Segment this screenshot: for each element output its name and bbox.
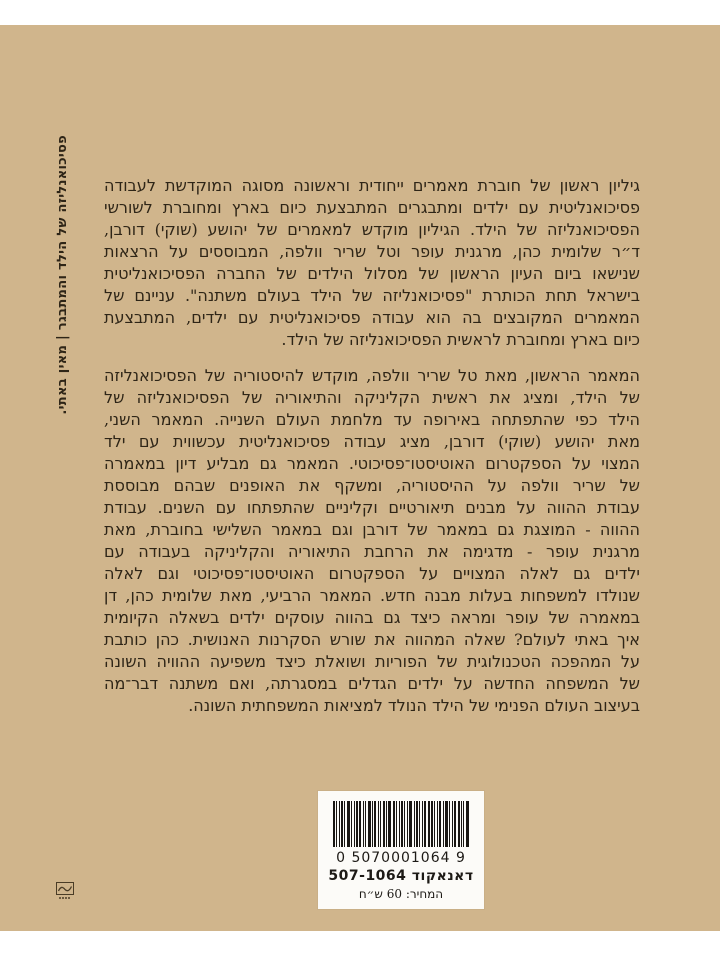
text-line: על המהפכה הטכנולוגית של הפוריות ושואלת כיצד משפיעה ההוויה השונה — [104, 652, 640, 671]
text-line: של שריר וולפה על ההיסטוריה, ומשקף את האופנים שבהם מבוססת — [104, 476, 640, 495]
text-line: שנישאו ביום העיון הראשון של מסלול הילדים של החברה הפסיכואנליטית — [104, 264, 640, 283]
barcode-bar — [363, 801, 364, 847]
paragraph-articles-summary — [104, 365, 640, 717]
barcode-bar — [354, 801, 355, 847]
barcode-bar — [396, 801, 397, 847]
text-line: מרגנית עופר - מדגימה את הרחבת התיאוריה והקליניקה בעבודה עם — [104, 542, 640, 561]
barcode-bar — [443, 801, 444, 847]
barcode-bar — [407, 801, 408, 847]
text-line: ד״ר שלומית כהן, מרגנית עופר וטל שריר וולפה, המבוססים על הרצאות — [104, 242, 640, 261]
barcode-bar — [466, 801, 469, 847]
spine-title: פסיכואנליזה של הילד והמתבגר | מאין באתי. — [55, 135, 70, 415]
text-line: שנולדו למשפחות בעלות מבנה חדש. המאמר הרביעי, מאת שלומית כהן, דן — [104, 586, 640, 605]
barcode-bar — [333, 801, 335, 847]
text-line: בעיצוב העולם הפנימי של הילד הנולד למציאות המשפחתית השונה. — [188, 696, 640, 715]
barcode-bar — [336, 801, 337, 847]
barcode-bar — [386, 801, 387, 847]
barcode-bar — [341, 801, 343, 847]
barcode-bar — [434, 801, 435, 847]
text-line: הילד כפי שהתפתחה באירופה עד מלחמת העולם השנייה. המאמר השני, — [104, 410, 640, 429]
barcode-bar — [399, 801, 400, 847]
barcode-number: 0 5070001064 9 — [336, 850, 466, 866]
barcode-bar — [439, 801, 441, 847]
text-line: ילדים גם לאלה המצויים על הספקטרום האוטיסטו־פסיכוטי וגם לאלה — [104, 564, 640, 583]
price-line: המחיר: 60 ש״ח — [358, 887, 444, 901]
barcode-bar — [380, 801, 381, 847]
barcode-bar — [445, 801, 448, 847]
barcode-bar — [424, 801, 426, 847]
text-line: הפסיכואנליזה של הילד. הגיליון מוקדש למאמרים של יהושע (שוקי) דורבן, — [104, 220, 640, 239]
text-line: של המשפחה החדשה על ילדים הגדלים במסגרתה, ואם משתנה דבר־מה — [104, 674, 640, 693]
book-back-cover — [0, 25, 720, 931]
barcode-bar — [431, 801, 433, 847]
barcode-bar — [401, 801, 403, 847]
barcode-bar — [452, 801, 453, 847]
barcode-bar — [368, 801, 371, 847]
barcode-bar — [422, 801, 423, 847]
barcode-bar — [359, 801, 361, 847]
barcode-bar — [463, 801, 464, 847]
barcode-bar — [437, 801, 438, 847]
barcode-bar — [416, 801, 418, 847]
text-line: המאמר הראשון, מאת טל שריר וולפה, מוקדש להיסטוריה של הפסיכואנליזה — [104, 366, 640, 385]
barcode-bar — [419, 801, 420, 847]
paragraph-issue-intro — [104, 175, 640, 351]
barcode-bar — [409, 801, 412, 847]
text-line: עבודת ההווה על מבנים תיאורטיים וקליניים שהתפתחו עם השנים. עבודת — [104, 498, 640, 517]
barcode-bar — [414, 801, 415, 847]
barcode-bar — [365, 801, 366, 847]
barcode-bar — [454, 801, 456, 847]
danacode-line: דאנאקוד 507-1064 — [328, 868, 474, 884]
text-line: המאמרים המקובצים בה הוא עבודה פסיכואנליטית עם ילדים, המתבצעת — [104, 308, 640, 327]
barcode-bar — [404, 801, 405, 847]
barcode-bar — [458, 801, 460, 847]
text-line: איך באתי לעולם? שאלה המהווה את שורש הסקרנות האנושית. כהן כותבת — [104, 630, 640, 649]
barcode-label — [318, 791, 484, 909]
barcode-bar — [344, 801, 345, 847]
barcode-bar — [356, 801, 358, 847]
text-line: במאמרה של עופר ומראה כיצד גם בהווה עוסקים ילדים בשאלה הקיומית — [104, 608, 640, 627]
text-line: בישראל תחת הכותרת "פסיכואנליזה של הילד בעולם משתנה". עניינם של — [104, 286, 640, 305]
text-line: גיליון ראשון של חוברת מאמרים ייחודית וראשונה מסוגה המוקדשת לעבודה — [104, 176, 640, 195]
publisher-logo-icon — [56, 882, 76, 904]
barcode-bar — [347, 801, 350, 847]
text-line: מאת יהושע (שוקי) דורבן, מציג עבודה פסיכואנליטית עכשווית עם ילד — [104, 432, 640, 451]
barcode-bar — [351, 801, 352, 847]
text-line: המצוי על הספקטרום האוטיסטו־פסיכוטי. המאמר גם מבליע דיון במאמרה — [104, 454, 640, 473]
barcode-bar — [378, 801, 379, 847]
barcode-icon — [333, 801, 470, 847]
barcode-bar — [372, 801, 373, 847]
barcode-bar — [449, 801, 450, 847]
barcode-bar — [428, 801, 430, 847]
barcode-bar — [374, 801, 376, 847]
text-line: פסיכואנליטית עם ילדים ומתבגרים המתבצעת כיום בארץ ומחוברת לשורשי — [104, 198, 640, 217]
text-line: כיום בארץ ומחוברת לראשית הפסיכואנליזה של הילד. — [281, 330, 640, 349]
barcode-bar — [388, 801, 391, 847]
barcode-bar — [393, 801, 395, 847]
back-cover-text — [104, 175, 640, 717]
barcode-bar — [383, 801, 385, 847]
barcode-bar — [461, 801, 462, 847]
barcode-bar — [339, 801, 340, 847]
text-line: של הילד, ומציג את ראשית הקליניקה והתיאוריה של הפסיכואנליזה של — [104, 388, 640, 407]
text-line: ההווה - המוצגת גם במאמר של דורבן וגם במאמר השלישי בחוברת, מאת — [104, 520, 640, 539]
